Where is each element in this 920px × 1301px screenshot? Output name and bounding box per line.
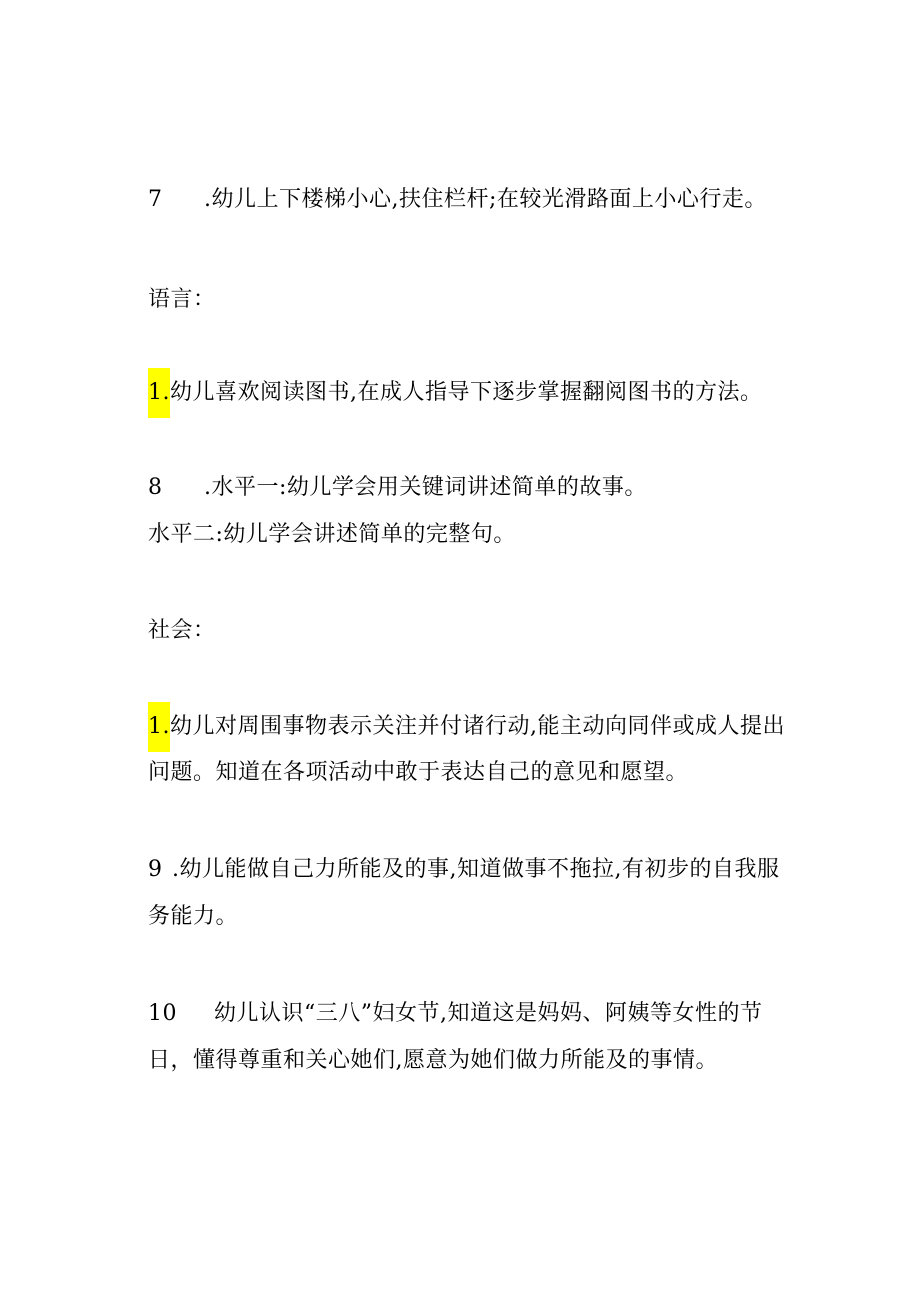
item-8: [148, 471, 647, 505]
item-text: 问题。知道在各项活动中敢于表达自己的意见和愿望。: [148, 760, 689, 785]
item-8-continued: [148, 518, 516, 552]
item-society-1-continued: [148, 756, 688, 790]
item-text: 幼儿喜欢阅读图书,在成人指导下逐步掌握翻阅图书的方法。: [170, 380, 763, 405]
item-text: 幼儿对周围事物表示关注并付诸行动,能主动向同伴或成人提出: [170, 714, 785, 739]
item-number: 10: [148, 1001, 177, 1026]
item-text: 务能力。: [148, 904, 239, 929]
item-number: 9: [148, 857, 163, 882]
item-7: [148, 183, 767, 217]
item-text: .幼儿能做自己力所能及的事,知道做事不拖拉,有初步的自我服: [172, 857, 780, 882]
item-9-continued: [148, 900, 238, 934]
section-heading: 语言：: [148, 287, 216, 312]
item-number: 8: [148, 475, 163, 500]
item-number: 7: [148, 187, 163, 212]
item-number-highlighted: 1.: [148, 702, 170, 752]
item-language-1: [148, 376, 763, 410]
section-heading: 社会：: [148, 618, 216, 643]
item-text: .幼儿上下楼梯小心,扶住栏杆;在较光滑路面上小心行走。: [204, 187, 767, 212]
item-text: 幼儿认识“三八”妇女节,知道这是妈妈、阿姨等女性的节: [214, 1001, 763, 1026]
item-10-continued: [148, 1044, 718, 1078]
item-society-1: [148, 710, 785, 744]
item-9: [148, 853, 779, 887]
item-text: 日，懂得尊重和关心她们,愿意为她们做力所能及的事情。: [148, 1048, 718, 1073]
item-text: 水平二:幼儿学会讲述简单的完整句。: [148, 522, 516, 547]
section-heading-language: [148, 283, 216, 317]
section-heading-society: [148, 614, 216, 648]
item-10: [148, 997, 763, 1031]
item-number-highlighted: 1.: [148, 368, 170, 418]
item-text: .水平一:幼儿学会用关键词讲述简单的故事。: [204, 475, 647, 500]
